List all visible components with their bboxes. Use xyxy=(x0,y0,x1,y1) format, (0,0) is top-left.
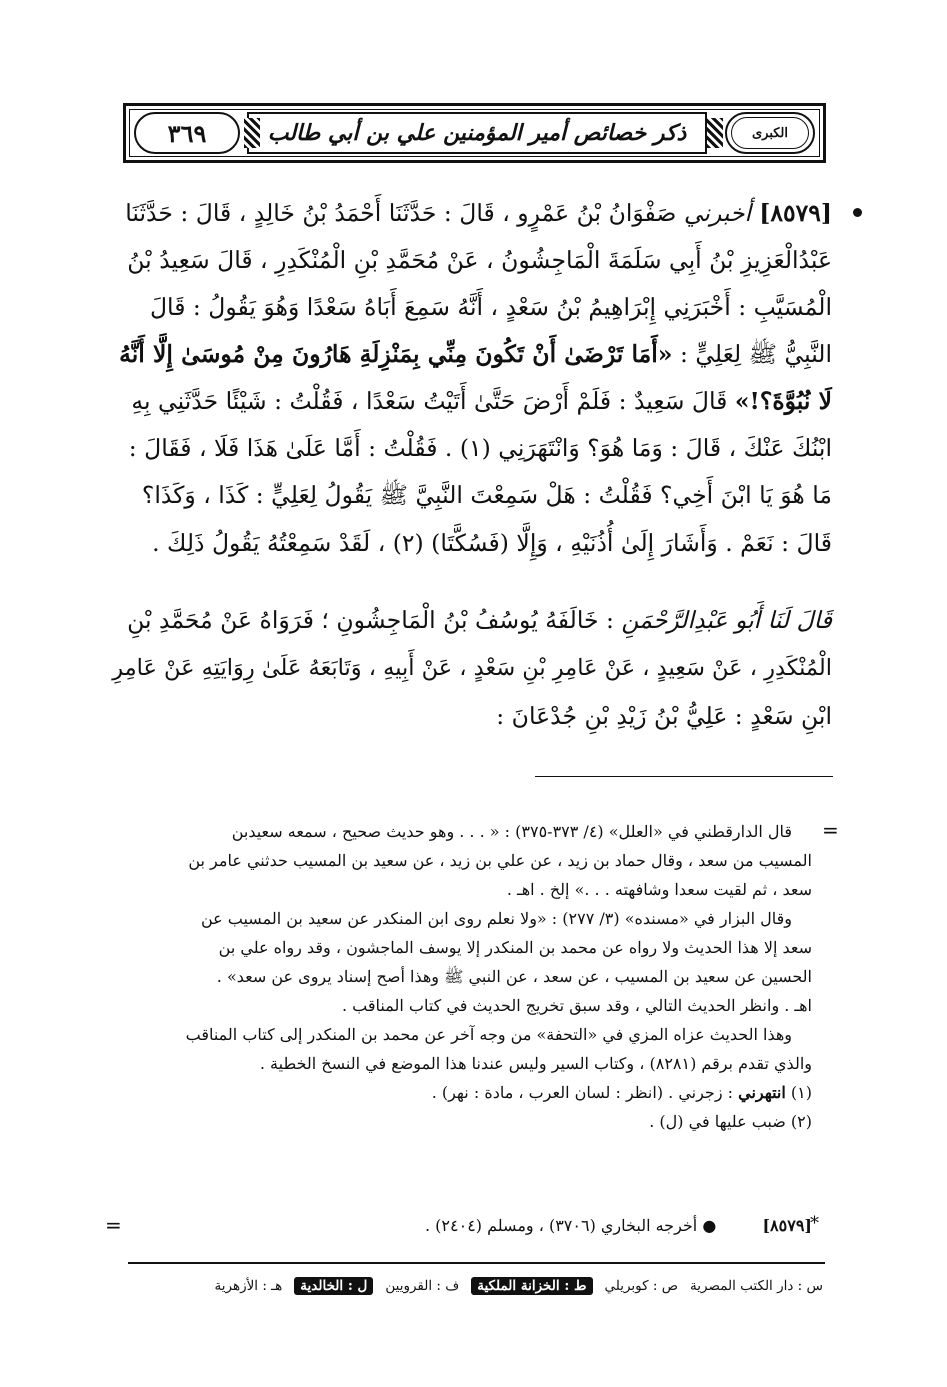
book-emblem xyxy=(725,112,815,154)
text-line xyxy=(112,190,832,236)
line-text: صَفْوَانُ بْنُ عَمْرٍو ، قَالَ : حَدَّثَنَا أَحْمَدُ بْنُ خَالِدٍ ، قَالَ : حَدَّثَنَا xyxy=(125,199,684,227)
legend-item: س : دار الكتب المصرية xyxy=(690,1278,823,1294)
text-line: عَبْدُالْعَزِيزِ بْنُ أَبِي سَلَمَةَ الْمَاجِشُونُ ، عَنْ مُحَمَّدِ بْنِ الْمُنْكَدِرِ ، قَالَ سَعِيدُ بْنُ xyxy=(127,246,832,274)
page-number: ٣٦٩ xyxy=(134,112,240,154)
footnote-2: (٢) ضبب عليها في (ل) . xyxy=(649,1112,812,1131)
manuscript-legend xyxy=(215,1274,823,1298)
header-ornament xyxy=(707,118,723,148)
takhrij-text: ● أخرجه البخاري (٣٧٠٦) ، ومسلم (٢٤٠٤) . xyxy=(424,1216,717,1235)
hadith-number: [٨٥٧٩] xyxy=(751,199,832,227)
gloss-text: : زجرني . (انظر : لسان العرب ، مادة : نهر) . xyxy=(431,1083,739,1102)
footnote-line: سعد إلا هذا الحديث ولا رواه عن محمد بن المنكدر إلا يوسف الماجشون ، وقد رواه علي بن xyxy=(218,938,812,957)
text-line xyxy=(112,597,832,643)
narration-verb: أخبرني xyxy=(683,199,752,227)
text-line xyxy=(112,378,832,424)
text-line: الْمُسَيَّبِ : أَخْبَرَنِي إِبْرَاهِيمُ بْنُ سَعْدٍ ، أَنَّهُ سَمِعَ أَبَاهُ سَعْدًا وَهُوَ يَقُولُ : قَالَ xyxy=(149,293,832,321)
footnote-line: المسيب من سعد ، وقال حماد بن زيد ، عن علي بن زيد ، عن سعيد بن المسيب حدثني عامر بن xyxy=(188,851,812,870)
footnote-line: وقال البزار في «مسنده» (٣/ ٢٧٧) : «ولا نعلم روى ابن المنكدر عن سعيد بن المسيب عن xyxy=(200,909,792,928)
footnote-separator xyxy=(535,776,833,777)
header-ornament xyxy=(244,118,260,148)
text-line: ابْنِ سَعْدٍ : عَلِيُّ بْنُ زَيْدِ بْنِ جُدْعَانَ : xyxy=(496,702,832,730)
text-line xyxy=(112,331,832,377)
footnote-line: قال الدارقطني في «العلل» (٤/ ٣٧٣-٣٧٥) : « . . . وهو حديث صحيح ، سمعه سعيدبن xyxy=(231,822,792,841)
line-text: قَالَ سَعِيدٌ : فَلَمْ أَرْضَ حَتَّىٰ أَتَيْتُ سَعْدًا ، فَقُلْتُ : شَيْئًا حَدَّثَنِي بِهِ xyxy=(131,387,735,415)
star-icon: * xyxy=(810,1213,819,1234)
footnote-line: وهذا الحديث عزاه المزي في «التحفة» من وجه آخر عن محمد بن المنكدر إلى كتاب المناقب xyxy=(185,1025,792,1044)
continuation-mark: = xyxy=(822,818,839,842)
continuation-mark: = xyxy=(105,1213,122,1237)
footnote-1 xyxy=(432,1079,812,1106)
footnote-number: (١) xyxy=(785,1083,812,1102)
footnote-line: الحسين عن سعيد بن المسيب ، عن سعد ، عن النبي ﷺ وهذا أصح إسناد يروى عن سعد» . xyxy=(216,967,812,986)
legend-item: ص : كوبريلي xyxy=(604,1278,679,1294)
prophetic-saying: لَا نُبُوَّةَ؟!» xyxy=(734,387,832,415)
line-text: النَّبِيُّ ﷺ لِعَلِيٍّ : xyxy=(672,340,832,368)
prophetic-saying: «أَمَا تَرْضَىٰ أَنْ تَكُونَ مِنِّي بِمَنْزِلَةِ هَارُونَ مِنْ مُوسَىٰ إِلَّا أَنَّهُ xyxy=(119,340,673,368)
emblem-label: الكبرى xyxy=(731,117,809,149)
footnote-line: اهـ . وانظر الحديث التالي ، وقد سبق تخريج الحديث في كتاب المناقب . xyxy=(342,996,812,1015)
glossed-word: انتهرني xyxy=(738,1083,786,1102)
legend-item: ط : الخزانة الملكية xyxy=(471,1277,592,1295)
author-comment-label: قَالَ لَنَا أَبُو عَبْدِالرَّحْمَنِ xyxy=(621,606,832,634)
text-line: قَالَ : نَعَمْ . وَأَشَارَ إِلَىٰ أُذُنَيْهِ ، وَإِلَّا (فَسُكَّتَا) (٢) ، لَقَدْ سَمِعْتُهُ يَقُولُ ذَلِكَ . xyxy=(152,529,832,557)
text-line: ابْنُكَ عَنْكَ ، قَالَ : وَمَا هُوَ؟ وَانْتَهَرَنِي (١) . فَقُلْتُ : أَمَّا عَلَىٰ هَذَا فَلَا ، فَقَالَ : xyxy=(128,434,832,462)
running-title: ذكر خصائص أمير المؤمنين علي بن أبي طالب xyxy=(247,112,707,154)
footnote-line: سعد ، ثم لقيت سعدا وشافهته . . .» إلخ . اهـ . xyxy=(506,880,812,899)
hadith-bullet-icon xyxy=(853,208,862,217)
legend-item: ل : الخالدية xyxy=(294,1277,373,1295)
text-line: مَا هُوَ يَا ابْنَ أَخِي؟ فَقُلْتُ : هَلْ سَمِعْتَ النَّبِيَّ ﷺ يَقُولُ لِعَلِيٍّ : كَذَا ، وَكَذَا؟ xyxy=(141,481,832,509)
legend-item: هـ : الأزهرية xyxy=(214,1278,283,1294)
takhrij-number: [٨٥٧٩] xyxy=(762,1216,812,1235)
legend-item: ف : القرويين xyxy=(385,1278,460,1294)
line-text: : خَالَفَهُ يُوسُفُ بْنُ الْمَاجِشُونِ ؛ فَرَوَاهُ عَنْ مُحَمَّدِ بْنِ xyxy=(127,606,622,634)
page-header xyxy=(123,103,826,163)
takhrij-line xyxy=(425,1212,812,1239)
text-line: الْمُنْكَدِرِ ، عَنْ سَعِيدٍ ، عَنْ عَامِرِ بْنِ سَعْدٍ ، عَنْ أَبِيهِ ، وَتَابَعَهُ عَلَىٰ رِوَايَتِهِ عَنْ عَامِرِ xyxy=(112,655,832,681)
footnote-line: والذي تقدم برقم (٨٢٨١) ، وكتاب السير وليس عندنا هذا الموضع في النسخ الخطية . xyxy=(259,1054,812,1073)
legend-separator xyxy=(128,1262,825,1264)
